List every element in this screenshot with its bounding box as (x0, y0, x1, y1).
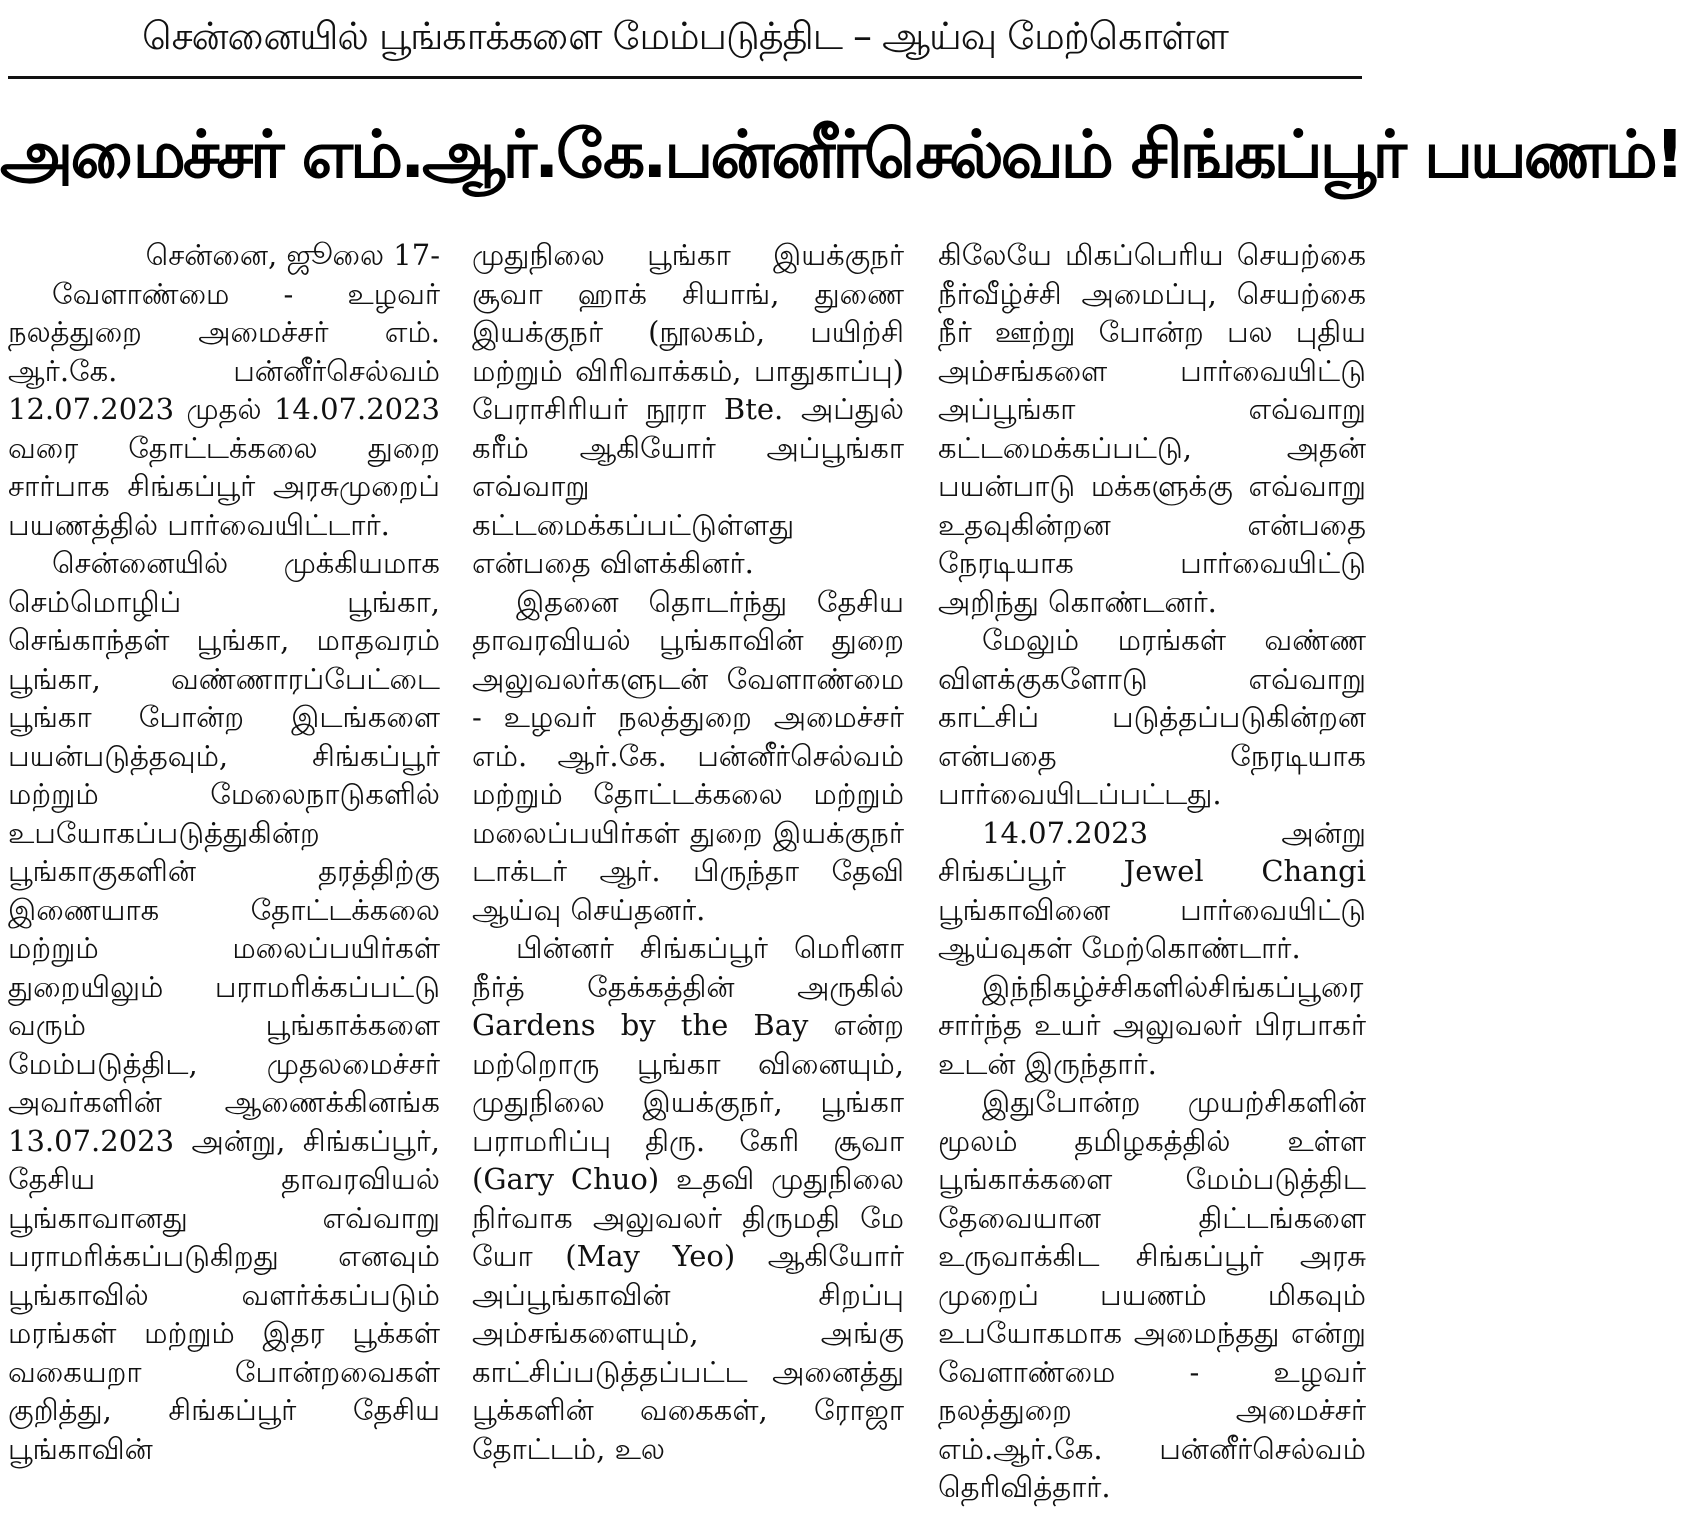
paragraph: பின்னர் சிங்கப்பூர் மெரினா நீர்த் தேக்கத்தின் அருகில் Gardens by the Bay என்ற மற்றொரு பூங்கா வினையும், முதுநிலை இயக்குநர், பூங்கா பராமரிப்பு திரு. கேரி சூவா (Gary Chuo) உதவி முதுநிலை நிர்வாக அலுவலர் திருமதி மே யோ (May Yeo) ஆகியோர் அப்பூங்காவின் சிறப்பு அம்சங்களையும், அங்கு காட்சிப்படுத்தப்பட்ட அனைத்து பூக்களின் வகைகள், ரோஜா தோட்டம், உல (472, 931, 904, 1466)
paragraph: 14.07.2023 அன்று சிங்கப்பூர் Jewel Changi பூங்காவினை பார்வையிட்டு ஆய்வுகள் மேற்கொண்டார். (938, 815, 1366, 965)
dateline: சென்னை, ஜூலை 17- (145, 238, 440, 272)
paragraph: சென்னையில் முக்கியமாக செம்மொழிப் பூங்கா, செங்காந்தள் பூங்கா, மாதவரம் பூங்கா, வண்ணாரப்பேட்டை பூங்கா போன்ற இடங்களை பயன்படுத்தவும், சிங்கப்பூர் மற்றும் மேலைநாடுகளில் உபயோகப்படுத்துகின்ற பூங்காகுகளின் தரத்திற்கு இணையாக தோட்டக்கலை மற்றும் மலைப்பயிர்கள் துறையிலும் பராமரிக்கப்பட்டு வரும் பூங்காக்களை மேம்படுத்திட, முதலமைச்சர் அவர்களின் ஆணைக்கினங்க 13.07.2023 அன்று, சிங்கப்பூர், தேசிய தாவரவியல் பூங்காவானது எவ்வாறு பராமரிக்கப்படுகிறது எனவும் பூங்காவில் வளர்க்கப்படும் மரங்கள் மற்றும் இதர பூக்கள் வகையறா போன்றவைகள் குறித்து, சிங்கப்பூர் தேசிய பூங்காவின் (8, 546, 440, 1466)
paragraph: வேளாண்மை - உழவர் நலத்துறை அமைச்சர் எம். ஆர்.கே. பன்னீர்செல்வம் 12.07.2023 முதல் 14.07.2023 வரை தோட்டக்கலை துறை சார்பாக சிங்கப்பூர் அரசுமுறைப் பயணத்தில் பார்வையிட்டார். (8, 276, 440, 542)
main-headline: அமைச்சர் எம்.ஆர்.கே.பன்னீர்செல்வம் சிங்கப்பூர் பயணம்! (0, 116, 1682, 193)
paragraph: இந்நிகழ்ச்சிகளில்சிங்கப்பூரை சார்ந்த உயர் அலுவலர் பிரபாகர் உடன் இருந்தார். (938, 969, 1366, 1081)
paragraph: மேலும் மரங்கள் வண்ண விளக்குகளோடு எவ்வாறு காட்சிப் படுத்தப்படுகின்றன என்பதை நேரடியாக பார்வையிடப்பட்டது. (938, 623, 1366, 811)
article-column-2 (472, 236, 904, 1526)
article-column-3 (938, 236, 1366, 1526)
article-column-1 (8, 236, 440, 1526)
paragraph: கிலேயே மிகப்பெரிய செயற்கை நீர்வீழ்ச்சி அமைப்பு, செயற்கை நீர் ஊற்று போன்ற பல புதிய அம்சங்களை பார்வையிட்டு அப்பூங்கா எவ்வாறு கட்டமைக்கப்பட்டு, அதன் பயன்பாடு மக்களுக்கு எவ்வாறு உதவுகின்றன என்பதை நேரடியாக பார்வையிட்டு அறிந்து கொண்டனர். (938, 238, 1366, 619)
header-rule (8, 76, 1362, 79)
kicker-headline: சென்னையில் பூங்காக்களை மேம்படுத்திட – ஆய்வு மேற்கொள்ள (142, 14, 1228, 58)
paragraph: முதுநிலை பூங்கா இயக்குநர் சூவா ஹாக் சியாங், துணை இயக்குநர் (நூலகம், பயிற்சி மற்றும் விரிவாக்கம், பாதுகாப்பு) பேராசிரியர் நூரா Bte. அப்துல் கரீம் ஆகியோர் அப்பூங்கா எவ்வாறு கட்டமைக்கப்பட்டுள்ளது என்பதை விளக்கினர். (472, 238, 904, 580)
paragraph: இதுபோன்ற முயற்சிகளின் மூலம் தமிழகத்தில் உள்ள பூங்காக்களை மேம்படுத்திட தேவையான திட்டங்களை உருவாக்கிட சிங்கப்பூர் அரசு முறைப் பயணம் மிகவும் உபயோகமாக அமைந்தது என்று வேளாண்மை - உழவர் நலத்துறை அமைச்சர் எம்.ஆர்.கே. பன்னீர்செல்வம் தெரிவித்தார். (938, 1085, 1366, 1504)
paragraph: இதனை தொடர்ந்து தேசிய தாவரவியல் பூங்காவின் துறை அலுவலர்களுடன் வேளாண்மை - உழவர் நலத்துறை அமைச்சர் எம். ஆர்.கே. பன்னீர்செல்வம் மற்றும் தோட்டக்கலை மற்றும் மலைப்பயிர்கள் துறை இயக்குநர் டாக்டர் ஆர். பிருந்தா தேவி ஆய்வு செய்தனர். (472, 584, 904, 927)
